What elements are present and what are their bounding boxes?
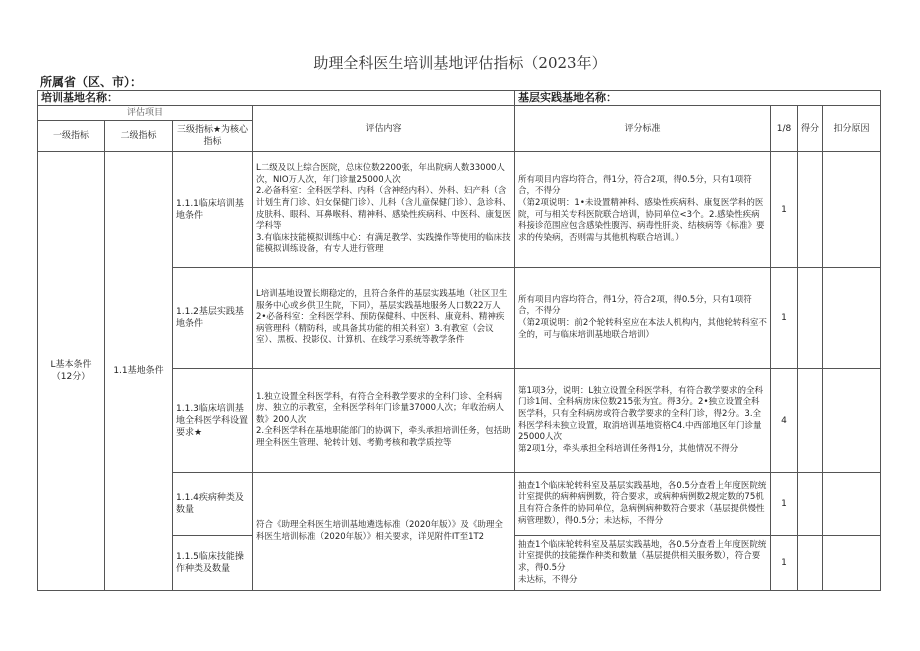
header-level3: 三级指标★为核心指标 [173, 121, 253, 152]
weight-value: 4 [771, 369, 798, 473]
weight-value: 1 [771, 473, 798, 536]
evaluation-table [37, 90, 881, 591]
scoring-standard: 第1项3分，说明：L独立设置全科医学科，有符合教学要求的全科门诊1间、全科病房床位数215张为宜。得3分。2•独立设置全科医学科，只有全科病房或符合教学要求的全科门诊，得2分。3.全科医学科未独立设置，取消培训基地资格C4.中西部地区年门诊量25000人次 第2项1分，牵头承担全科培训任务得1分，其他情况不得分 [515, 369, 771, 473]
scoring-standard: 所有项目内容均符合，得1分，符合2项，得0.5分，只有1项符合，不得分 （第2项说明：1•未设置精神科、感染性疾病科、康复医学科的医院，可与相关专科医院联合培训，协同单位<3个。2.感染性疾病科接诊范围应包含感染性腹泻、病毒性肝炎、结核病等《标准》要求的传染病，否则需与其他机构联合培训。） [515, 152, 771, 268]
weight-value: 1 [771, 268, 798, 369]
score-cell[interactable] [798, 536, 823, 591]
table-row [38, 152, 881, 268]
header-level1: 一级指标 [38, 121, 105, 152]
deduct-reason-cell[interactable] [823, 369, 881, 473]
province-label: 所属省（区、市）： [40, 75, 143, 89]
level3-indicator: 1.1.4疾病种类及数量 [173, 473, 253, 536]
practice-base-label: 基层实践基地名称： [515, 91, 881, 106]
header-level2: 二级指标 [105, 121, 173, 152]
scoring-standard: 抽查1个临床轮转科室及基层实践基地，各0.5分查看上年度医院统计室提供的病种病例数，符合要求，或病种病例数2规定数的75机且有符合条件的协同单位，急病例病种数符合要求（基层提供慢性病管理数），得0.5分；未达标，不得分 [515, 473, 771, 536]
level3-indicator: 1.1.3临床培训基地全科医学科设置要求★ [173, 369, 253, 473]
deduct-reason-cell[interactable] [823, 152, 881, 268]
score-cell[interactable] [798, 369, 823, 473]
evaluation-content: 1.独立设置全科医学科，有符合全科教学要求的全科门诊、全科病房、独立的示教室，全科医学科年门诊量37000人次；年收治病人数》200人次 2.全科医学科在基地职能部门的协调下，牵头承担培训任务，包括助理全科医生管理、轮转计划、考勤考核和教学质控等 [253, 369, 515, 473]
base-name-label: 培训基地名称： [38, 91, 515, 106]
level3-indicator: 1.1.5临床技能操作种类及数量 [173, 536, 253, 591]
evaluation-content: 符合《助理全科医生培训基地遴选标准（2020年版）》及《助理全科医生培训标准（2020年版）》相关要求，详见附件IT至1T2 [253, 473, 515, 591]
deduct-reason-cell[interactable] [823, 536, 881, 591]
document-title: 助理全科医生培训基地评估指标（2023年） [313, 54, 607, 72]
header-standard: 评分标准 [515, 106, 771, 152]
header-content: 评估内容 [253, 106, 515, 152]
level3-indicator: 1.1.2基层实践基地条件 [173, 268, 253, 369]
evaluation-content: L培训基地设置长期稳定的，且符合条件的基层实践基地（社区卫生服务中心或乡供卫生院，下同），基层实践基地服务人口数22万人 2•必备科室：全科医学科、预防保健科、中医科、康竟科、精神疾病管理科（精防科，或具备其功能的相关科室）3.有教室（会议室）、黑板、投影仪、计算机、在线学习系统等教学条件 [253, 268, 515, 369]
weight-value: 1 [771, 152, 798, 268]
scoring-standard: 抽查1个临床轮转科室及基层实践基地，各0.5分查看上年度医院统计室提供的技能操作种类和数量（基层提供相关服务数），符合要求，得0.5分 未达标，不得分 [515, 536, 771, 591]
score-cell[interactable] [798, 152, 823, 268]
level2-base-conditions: 1.1基地条件 [105, 152, 173, 591]
deduct-reason-cell[interactable] [823, 268, 881, 369]
header-items: 评估项目 [38, 106, 253, 121]
score-cell[interactable] [798, 473, 823, 536]
scoring-standard: 所有项目内容均符合，得1分，符合2项，得0.5分，只有1项符合，不得分 （第2项说明：前2个轮转科室应在本法人机构内，其他轮转科室不全的，可与临床培训基地联合培训） [515, 268, 771, 369]
header-weight: 1/8 [771, 106, 798, 152]
header-score: 得分 [798, 106, 823, 152]
header-deduct: 扣分原因 [823, 106, 881, 152]
score-cell[interactable] [798, 268, 823, 369]
level1-basic-conditions: L基本条件（12分） [38, 152, 105, 591]
evaluation-content: L二级及以上综合医院，总床位数2200张，年出院病人数33000人次，NIO万人次，年门诊量25000人次 2.必备科室：全科医学科、内科（含神经内科）、外科、妇产科（含计划生育门诊、妇女保健门诊）、儿科（含儿童保健门诊）、急诊科、皮肤科、眼科、耳鼻喉科、精神科、感染性疾病科、中医科、康复医学科等 3.有临床技能模拟训练中心：有满足教学、实践操作等使用的临床技能模拟训练设备，有专人进行管理 [253, 152, 515, 268]
level3-indicator: 1.1.1临床培训基地条件 [173, 152, 253, 268]
weight-value: 1 [771, 536, 798, 591]
deduct-reason-cell[interactable] [823, 473, 881, 536]
